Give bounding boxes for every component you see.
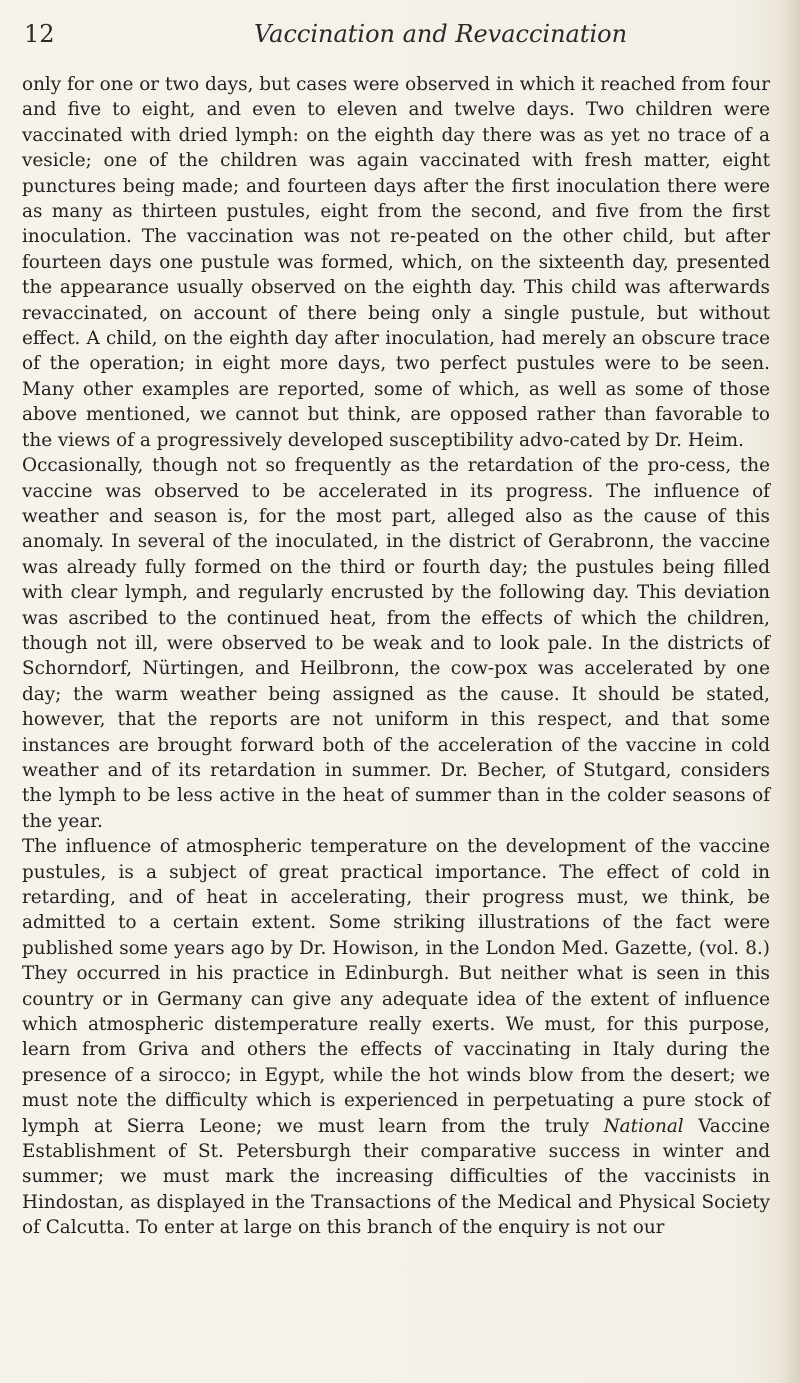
paragraph-3 <box>22 834 770 1241</box>
emphasis-national: National <box>603 1115 684 1137</box>
paragraph-3-tail: Vaccine Establishment of St. Petersburgh their comparative success in winter and summer; we must mark the increasing difficulties of the vaccinists in Hindostan, as displayed in the Transactions of the Medical and Physical Society of Calcutta. To enter at large on this branch of the enquiry is not our <box>22 1115 770 1239</box>
body-text <box>22 72 770 1241</box>
page-number: 12 <box>24 20 55 48</box>
running-head: Vaccination and Revaccination <box>254 20 628 48</box>
paragraph-2: Occasionally, though not so frequently as the retardation of the pro-cess, the vaccine was observed to be accelerated in its progress. The influence of weather and season is, for the most part, alleged also as the cause of this anomaly. In several of the inoculated, in the district of Gerabronn, the vaccine was already fully formed on the third or fourth day; the pustules being filled with clear lymph, and regularly encrusted by the following day. This deviation was ascribed to the continued heat, from the effects of which the children, though not ill, were observed to be weak and to look pale. In the districts of Schorndorf, Nürtingen, and Heilbronn, the cow-pox was accelerated by one day; the warm weather being assigned as the cause. It should be stated, however, that the reports are not uniform in this respect, and that some instances are brought forward both of the acceleration of the vaccine in cold weather and of its retardation in summer. Dr. Becher, of Stutgard, considers the lymph to be less active in the heat of summer than in the colder seasons of the year. <box>22 455 770 832</box>
page-edge-shadow <box>782 0 800 1383</box>
paragraph-1: only for one or two days, but cases were observed in which it reached from four and five to eight, and even to eleven and twelve days. Two children were vaccinated with dried lymph: on the eighth day there was as yet no trace of a vesicle; one of the children was again vaccinated with fresh matter, eight punctures being made; and fourteen days after the first inoculation there were as many as thirteen pustules, eight from the second, and five from the first inoculation. The vaccination was not re-peated on the other child, but after fourteen days one pustule was formed, which, on the sixteenth day, presented the appearance usually observed on the eighth day. This child was afterwards revaccinated, on account of there being only a single pustule, but without effect. A child, on the eighth day after inoculation, had merely an obscure trace of the operation; in eight more days, two perfect pustules were to be seen. Many other examples are reported, some of which, as well as some of those above mentioned, we cannot but think, are opposed rather than favorable to the views of a progressively developed susceptibility advo-cated by Dr. Heim. <box>22 74 770 451</box>
paragraph-3-text: The influence of atmospheric temperature on the development of the vaccine pustules, is a subject of great practical importance. The effect of cold in retarding, and of heat in accelerating, their progress must, we think, be admitted to a certain extent. Some striking illustrations of the fact were published some years ago by Dr. Howison, in the London Med. Gazette, (vol. 8.) They occurred in his practice in Edinburgh. But neither what is seen in this country or in Germany can give any adequate idea of the extent of influence which atmospheric distemperature really exerts. We must, for this purpose, learn from Griva and others the effects of vaccinating in Italy during the presence of a sirocco; in Egypt, while the hot winds blow from the desert; we must note the difficulty which is experienced in perpetuating a pure stock of lymph at Sierra Leone; we must learn from the truly <box>22 836 770 1137</box>
page-header <box>24 20 764 54</box>
